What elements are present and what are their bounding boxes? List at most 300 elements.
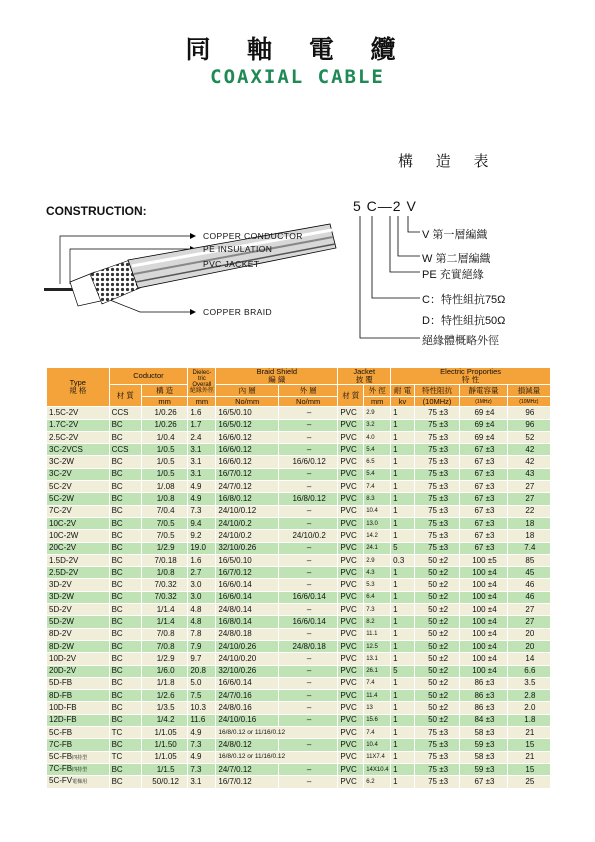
table-cell-impedance: 75 ±3: [414, 542, 459, 554]
header-dielectric: Dielec- tric Overall 絕緣外徑: [188, 368, 216, 397]
table-cell-kv: 1: [391, 517, 415, 529]
table-cell-dielectric: 20.8: [188, 665, 216, 677]
table-cell-material: BC: [109, 481, 141, 493]
table-cell-jacket-material: PVC: [338, 604, 364, 616]
table-cell-jacket-od: 24.1: [364, 542, 391, 554]
table-cell-braid-outer: –: [278, 579, 337, 591]
table-cell-conductor: 1/2.9: [141, 542, 187, 554]
table-cell-attenuation: 21: [507, 751, 550, 763]
header-kv: kv: [391, 397, 415, 407]
table-cell-jacket-material: PVC: [338, 468, 364, 480]
header-diel-mm: mm: [188, 397, 216, 407]
table-cell-braid-inner: 16/6/0.14: [216, 579, 279, 591]
table-cell-type: 10C-2V: [47, 517, 110, 529]
table-row: [47, 751, 551, 763]
header-jacket: Jacket 披 覆: [338, 368, 391, 385]
table-cell-conductor: 1/1.8: [141, 677, 187, 689]
table-cell-impedance: 50 ±2: [414, 567, 459, 579]
table-cell-material: BC: [109, 468, 141, 480]
table-cell-material: BC: [109, 554, 141, 566]
header-construction: 構 造: [141, 385, 187, 397]
table-cell-impedance: 75 ±3: [414, 727, 459, 739]
table-cell-impedance: 50 ±2: [414, 628, 459, 640]
table-cell-attenuation: 45: [507, 567, 550, 579]
table-row: [47, 763, 551, 775]
table-cell-braid-inner: 16/8/0.12 or 11/16/0.12: [216, 751, 338, 763]
table-cell-dielectric: 3.0: [188, 591, 216, 603]
table-cell-dielectric: 11.6: [188, 714, 216, 726]
table-cell-jacket-od: 7.3: [364, 604, 391, 616]
table-cell-capacitance: 67 ±3: [460, 493, 507, 505]
table-cell-jacket-od: 13.0: [364, 517, 391, 529]
table-cell-braid-inner: 16/6/0.12: [216, 444, 279, 456]
table-cell-conductor: 1/0.5: [141, 456, 187, 468]
table-cell-type: 8D-FB: [47, 690, 110, 702]
code-example: 5 C—2 V: [353, 198, 417, 214]
table-cell-attenuation: 27: [507, 604, 550, 616]
table-cell-braid-outer: 16/6/0.14: [278, 616, 337, 628]
header-braid: Braid Shield 編 織: [216, 368, 338, 385]
table-cell-jacket-od: 10.4: [364, 505, 391, 517]
table-cell-jacket-material: PVC: [338, 444, 364, 456]
table-cell-material: BC: [109, 702, 141, 714]
table-cell-material: BC: [109, 591, 141, 603]
table-cell-impedance: 75 ±3: [414, 493, 459, 505]
table-cell-capacitance: 69 ±4: [460, 407, 507, 419]
code-d-desc: D：特性組抗50Ω: [422, 315, 506, 327]
table-cell-jacket-od: 8.2: [364, 616, 391, 628]
table-cell-braid-outer: 24/8/0.18: [278, 640, 337, 652]
table-cell-capacitance: 67 ±3: [460, 468, 507, 480]
table-cell-capacitance: 86 ±3: [460, 677, 507, 689]
table-cell-braid-outer: –: [278, 653, 337, 665]
table-cell-dielectric: 5.0: [188, 677, 216, 689]
table-cell-jacket-od: 6.4: [364, 591, 391, 603]
table-cell-impedance: 50 ±2: [414, 677, 459, 689]
table-cell-dielectric: 7.3: [188, 505, 216, 517]
table-cell-attenuation: 20: [507, 640, 550, 652]
table-cell-capacitance: 100 ±4: [460, 567, 507, 579]
table-cell-braid-inner: 32/10/0.26: [216, 665, 279, 677]
table-cell-attenuation: 21: [507, 727, 550, 739]
table-cell-dielectric: 3.1: [188, 456, 216, 468]
table-cell-conductor: 1/6.0: [141, 665, 187, 677]
table-cell-attenuation: 2.8: [507, 690, 550, 702]
table-cell-jacket-od: 5.4: [364, 468, 391, 480]
table-row: [47, 517, 551, 529]
table-cell-jacket-material: PVC: [338, 542, 364, 554]
table-cell-kv: 1: [391, 431, 415, 443]
table-cell-capacitance: 86 ±3: [460, 690, 507, 702]
table-cell-material: BC: [109, 690, 141, 702]
table-cell-jacket-od: 14.2: [364, 530, 391, 542]
table-cell-conductor: 1/1.4: [141, 616, 187, 628]
table-cell-type: 1.7C-2V: [47, 419, 110, 431]
table-cell-attenuation: 6.6: [507, 665, 550, 677]
table-cell-dielectric: 4.9: [188, 751, 216, 763]
table-cell-jacket-od: 15.6: [364, 714, 391, 726]
table-row: [47, 431, 551, 443]
table-cell-material: BC: [109, 714, 141, 726]
table-cell-attenuation: 14: [507, 653, 550, 665]
table-cell-type: 8D-2W: [47, 640, 110, 652]
table-cell-conductor: 1/1.05: [141, 751, 187, 763]
code-pe-desc: PE 充實絕緣: [422, 269, 484, 281]
table-cell-dielectric: 3.0: [188, 579, 216, 591]
table-cell-braid-inner: 16/6/0.14: [216, 677, 279, 689]
table-cell-capacitance: 100 ±4: [460, 616, 507, 628]
table-cell-braid-inner: 16/7/0.12: [216, 567, 279, 579]
table-cell-kv: 1: [391, 616, 415, 628]
table-cell-conductor: 7/0.8: [141, 640, 187, 652]
table-cell-impedance: 50 ±2: [414, 690, 459, 702]
table-cell-jacket-material: PVC: [338, 554, 364, 566]
table-cell-braid-outer: –: [278, 776, 337, 788]
table-cell-capacitance: 86 ±3: [460, 702, 507, 714]
table-cell-kv: 0.3: [391, 554, 415, 566]
table-cell-braid-outer: –: [278, 604, 337, 616]
label-pe-insulation: PE INSULATION: [203, 244, 273, 254]
table-cell-material: BC: [109, 493, 141, 505]
table-cell-material: BC: [109, 763, 141, 775]
table-cell-jacket-od: 6.2: [364, 776, 391, 788]
table-cell-jacket-od: 11.4: [364, 690, 391, 702]
table-cell-braid-outer: 16/8/0.12: [278, 493, 337, 505]
table-cell-dielectric: 7.5: [188, 690, 216, 702]
header-jacket-od: 外 徑: [364, 385, 391, 397]
table-cell-attenuation: 15: [507, 739, 550, 751]
table-cell-braid-inner: 24/7/0.12: [216, 763, 279, 775]
table-cell-kv: 1: [391, 604, 415, 616]
table-cell-type: 10D-FB: [47, 702, 110, 714]
table-cell-kv: 1: [391, 419, 415, 431]
table-cell-capacitance: 67 ±3: [460, 517, 507, 529]
table-cell-material: BC: [109, 567, 141, 579]
table-cell-kv: 1: [391, 690, 415, 702]
table-cell-jacket-material: PVC: [338, 567, 364, 579]
table-row: [47, 444, 551, 456]
table-cell-material: BC: [109, 739, 141, 751]
header-capacitance-unit: (1MHz): [460, 397, 507, 407]
table-cell-kv: 1: [391, 567, 415, 579]
table-cell-dielectric: 4.9: [188, 727, 216, 739]
table-cell-capacitance: 67 ±3: [460, 776, 507, 788]
table-cell-braid-inner: 24/8/0.18: [216, 628, 279, 640]
table-cell-braid-inner: 24/7/0.16: [216, 690, 279, 702]
table-cell-braid-inner: 16/5/0.10: [216, 407, 279, 419]
table-cell-conductor: 1/2.6: [141, 690, 187, 702]
table-cell-jacket-material: PVC: [338, 763, 364, 775]
table-cell-braid-outer: –: [278, 702, 337, 714]
table-cell-dielectric: 1.6: [188, 554, 216, 566]
table-cell-conductor: 7/0.5: [141, 517, 187, 529]
table-cell-conductor: 1/4.2: [141, 714, 187, 726]
table-row: [47, 776, 551, 788]
type-tag: 四持型: [72, 754, 88, 761]
table-row: [47, 407, 551, 419]
table-cell-braid-outer: –: [278, 567, 337, 579]
table-cell-braid-outer: –: [278, 554, 337, 566]
table-row: [47, 419, 551, 431]
table-cell-capacitance: 67 ±3: [460, 542, 507, 554]
table-row: [47, 616, 551, 628]
table-cell-attenuation: 27: [507, 493, 550, 505]
table-cell-braid-outer: –: [278, 690, 337, 702]
table-cell-dielectric: 4.9: [188, 481, 216, 493]
table-cell-braid-inner: 24/8/0.16: [216, 702, 279, 714]
table-cell-jacket-od: 8.3: [364, 493, 391, 505]
table-cell-conductor: 7/0.18: [141, 554, 187, 566]
table-cell-attenuation: 43: [507, 468, 550, 480]
table-cell-attenuation: 7.4: [507, 542, 550, 554]
table-cell-conductor: 7/0.32: [141, 579, 187, 591]
table-cell-impedance: 75 ±3: [414, 530, 459, 542]
table-cell-attenuation: 20: [507, 628, 550, 640]
table-cell-impedance: 75 ±3: [414, 444, 459, 456]
table-cell-impedance: 50 ±2: [414, 579, 459, 591]
table-cell-kv: 1: [391, 739, 415, 751]
table-cell-jacket-material: PVC: [338, 481, 364, 493]
table-cell-kv: 1: [391, 579, 415, 591]
table-cell-conductor: 7/0.8: [141, 628, 187, 640]
table-cell-type: 10D-2V: [47, 653, 110, 665]
table-cell-capacitance: 100 ±5: [460, 554, 507, 566]
table-cell-jacket-material: PVC: [338, 714, 364, 726]
header-withstand: 耐 電: [391, 385, 415, 397]
table-cell-conductor: 7/0.4: [141, 505, 187, 517]
header-type: Type 規 格: [47, 368, 110, 407]
table-row: [47, 677, 551, 689]
table-cell-jacket-od: 3.2: [364, 419, 391, 431]
table-row: [47, 591, 551, 603]
header-atten-unit: (10MHz): [507, 397, 550, 407]
table-cell-jacket-material: PVC: [338, 653, 364, 665]
table-cell-conductor: 7/0.5: [141, 530, 187, 542]
table-cell-impedance: 75 ±3: [414, 776, 459, 788]
table-row: [47, 530, 551, 542]
table-cell-jacket-material: PVC: [338, 727, 364, 739]
table-cell-type: 2.5C-2V: [47, 431, 110, 443]
table-cell-jacket-od: 11.1: [364, 628, 391, 640]
table-cell-braid-outer: –: [278, 677, 337, 689]
label-pvc-jacket: PVC JACKET: [203, 259, 260, 269]
table-cell-material: BC: [109, 604, 141, 616]
table-cell-capacitance: 59 ±3: [460, 763, 507, 775]
table-cell-dielectric: 4.8: [188, 616, 216, 628]
type-tag: 電梯用: [72, 779, 88, 786]
table-row: [47, 653, 551, 665]
table-cell-conductor: 1/0.8: [141, 493, 187, 505]
table-cell-conductor: 1/1.4: [141, 604, 187, 616]
table-row: [47, 567, 551, 579]
table-cell-dielectric: 3.1: [188, 776, 216, 788]
table-cell-braid-inner: 24/10/0.2: [216, 530, 279, 542]
table-cell-dielectric: 1.7: [188, 419, 216, 431]
code-w-desc: W 第二層編織: [422, 253, 491, 265]
table-cell-capacitance: 69 ±4: [460, 419, 507, 431]
table-cell-type: 8D-2V: [47, 628, 110, 640]
code-dia-desc: 絕緣體概略外徑: [422, 335, 499, 347]
table-cell-braid-inner: 24/10/0.26: [216, 640, 279, 652]
table-cell-braid-inner: 24/10/0.2: [216, 517, 279, 529]
table-cell-type: 10C-2W: [47, 530, 110, 542]
table-cell-braid-inner: 16/5/0.12: [216, 419, 279, 431]
table-cell-dielectric: 7.3: [188, 739, 216, 751]
table-cell-impedance: 50 ±2: [414, 554, 459, 566]
table-cell-braid-outer: 16/6/0.14: [278, 591, 337, 603]
table-row: [47, 665, 551, 677]
table-cell-impedance: 50 ±2: [414, 616, 459, 628]
table-cell-material: BC: [109, 616, 141, 628]
table-cell-type: 1.5C-2V: [47, 407, 110, 419]
table-cell-attenuation: 3.5: [507, 677, 550, 689]
header-electric: Electric Proporties 特 性: [391, 368, 551, 385]
table-cell-jacket-od: 10.4: [364, 739, 391, 751]
table-cell-attenuation: 25: [507, 776, 550, 788]
table-cell-impedance: 75 ±3: [414, 431, 459, 443]
table-cell-braid-inner: 16/8/0.12 or 11/16/0.12: [216, 727, 338, 739]
table-cell-braid-inner: 24/8/0.14: [216, 604, 279, 616]
table-cell-capacitance: 58 ±3: [460, 727, 507, 739]
table-row: [47, 468, 551, 480]
table-cell-capacitance: 100 ±4: [460, 640, 507, 652]
table-cell-braid-outer: –: [278, 517, 337, 529]
table-cell-jacket-material: PVC: [338, 530, 364, 542]
table-cell-attenuation: 18: [507, 517, 550, 529]
table-cell-jacket-material: PVC: [338, 616, 364, 628]
table-cell-braid-inner: 16/8/0.14: [216, 616, 279, 628]
table-cell-jacket-od: 5.3: [364, 579, 391, 591]
table-cell-type: 2.5D-2V: [47, 567, 110, 579]
table-cell-jacket-od: 13: [364, 702, 391, 714]
table-cell-jacket-material: PVC: [338, 419, 364, 431]
table-cell-kv: 1: [391, 702, 415, 714]
table-cell-capacitance: 100 ±4: [460, 653, 507, 665]
table-cell-kv: 1: [391, 444, 415, 456]
table-cell-attenuation: 96: [507, 407, 550, 419]
table-cell-attenuation: 42: [507, 456, 550, 468]
table-cell-material: BC: [109, 579, 141, 591]
table-cell-jacket-od: 26.1: [364, 665, 391, 677]
table-cell-kv: 5: [391, 665, 415, 677]
table-cell-type: 20C-2V: [47, 542, 110, 554]
spec-table-body: [47, 407, 551, 788]
table-cell-material: BC: [109, 505, 141, 517]
table-cell-braid-outer: –: [278, 505, 337, 517]
table-cell-capacitance: 100 ±4: [460, 628, 507, 640]
table-cell-attenuation: 52: [507, 431, 550, 443]
table-cell-conductor: 1/0.26: [141, 419, 187, 431]
table-cell-jacket-material: PVC: [338, 591, 364, 603]
table-cell-jacket-material: PVC: [338, 739, 364, 751]
table-cell-attenuation: 1.8: [507, 714, 550, 726]
table-row: [47, 456, 551, 468]
table-cell-jacket-material: PVC: [338, 407, 364, 419]
table-cell-impedance: 50 ±2: [414, 653, 459, 665]
table-cell-kv: 1: [391, 640, 415, 652]
table-cell-type: 7C-FB四持型: [47, 763, 110, 775]
table-cell-kv: 1: [391, 763, 415, 775]
table-cell-braid-inner: 24/10/0.20: [216, 653, 279, 665]
table-row: [47, 690, 551, 702]
table-cell-attenuation: 96: [507, 419, 550, 431]
table-cell-braid-outer: –: [278, 419, 337, 431]
table-cell-attenuation: 15: [507, 763, 550, 775]
table-cell-attenuation: 42: [507, 444, 550, 456]
table-cell-dielectric: 7.8: [188, 628, 216, 640]
table-cell-capacitance: 67 ±3: [460, 481, 507, 493]
table-cell-jacket-od: 5.4: [364, 444, 391, 456]
table-cell-kv: 1: [391, 591, 415, 603]
table-cell-material: BC: [109, 530, 141, 542]
table-cell-material: BC: [109, 665, 141, 677]
table-cell-jacket-material: PVC: [338, 517, 364, 529]
header-capacitance: 靜電容量: [460, 385, 507, 397]
table-cell-type: 1.5D-2V: [47, 554, 110, 566]
table-cell-type: 3D-2V: [47, 579, 110, 591]
table-cell-kv: 1: [391, 751, 415, 763]
table-cell-braid-inner: 24/7/0.12: [216, 481, 279, 493]
table-cell-material: BC: [109, 628, 141, 640]
table-cell-dielectric: 2.4: [188, 431, 216, 443]
table-cell-impedance: 75 ±3: [414, 456, 459, 468]
table-cell-conductor: 1/1.05: [141, 727, 187, 739]
table-row: [47, 579, 551, 591]
table-cell-impedance: 50 ±2: [414, 591, 459, 603]
table-cell-jacket-material: PVC: [338, 628, 364, 640]
table-cell-capacitance: 69 ±4: [460, 431, 507, 443]
table-cell-material: BC: [109, 776, 141, 788]
table-cell-braid-inner: 32/10/0.26: [216, 542, 279, 554]
table-cell-conductor: 50/0.12: [141, 776, 187, 788]
table-cell-jacket-od: 14X10.4: [364, 763, 391, 775]
table-cell-jacket-material: PVC: [338, 579, 364, 591]
header-material: 材 質: [109, 385, 141, 407]
header-attenuation: 損減量: [507, 385, 550, 397]
table-cell-capacitance: 67 ±3: [460, 456, 507, 468]
table-cell-conductor: 1/.08: [141, 481, 187, 493]
table-cell-braid-outer: –: [278, 763, 337, 775]
table-cell-jacket-material: PVC: [338, 493, 364, 505]
table-row: [47, 493, 551, 505]
table-cell-braid-inner: 24/8/0.12: [216, 739, 279, 751]
table-cell-jacket-material: PVC: [338, 431, 364, 443]
table-cell-impedance: 75 ±3: [414, 468, 459, 480]
header-impedance-unit: (10MHz): [414, 397, 459, 407]
table-row: [47, 739, 551, 751]
table-row: [47, 640, 551, 652]
table-cell-impedance: 75 ±3: [414, 419, 459, 431]
page-title-chinese: 同 軸 電 纜: [185, 35, 410, 64]
header-inner-unit: No/mm: [216, 397, 279, 407]
table-cell-jacket-material: PVC: [338, 505, 364, 517]
table-cell-jacket-material: PVC: [338, 456, 364, 468]
header-impedance: 特性阻抗: [414, 385, 459, 397]
table-cell-dielectric: 7.9: [188, 640, 216, 652]
table-cell-capacitance: 67 ±3: [460, 505, 507, 517]
table-cell-jacket-material: PVC: [338, 751, 364, 763]
table-row: [47, 727, 551, 739]
table-cell-braid-outer: –: [278, 665, 337, 677]
table-cell-braid-outer: 24/10/0.2: [278, 530, 337, 542]
table-cell-capacitance: 100 ±4: [460, 665, 507, 677]
table-row: [47, 702, 551, 714]
table-cell-capacitance: 100 ±4: [460, 579, 507, 591]
table-cell-impedance: 50 ±2: [414, 604, 459, 616]
table-cell-type: 5C-2V: [47, 481, 110, 493]
code-v-desc: V 第一層編織: [422, 229, 488, 241]
construction-heading: CONSTRUCTION:: [46, 204, 147, 218]
